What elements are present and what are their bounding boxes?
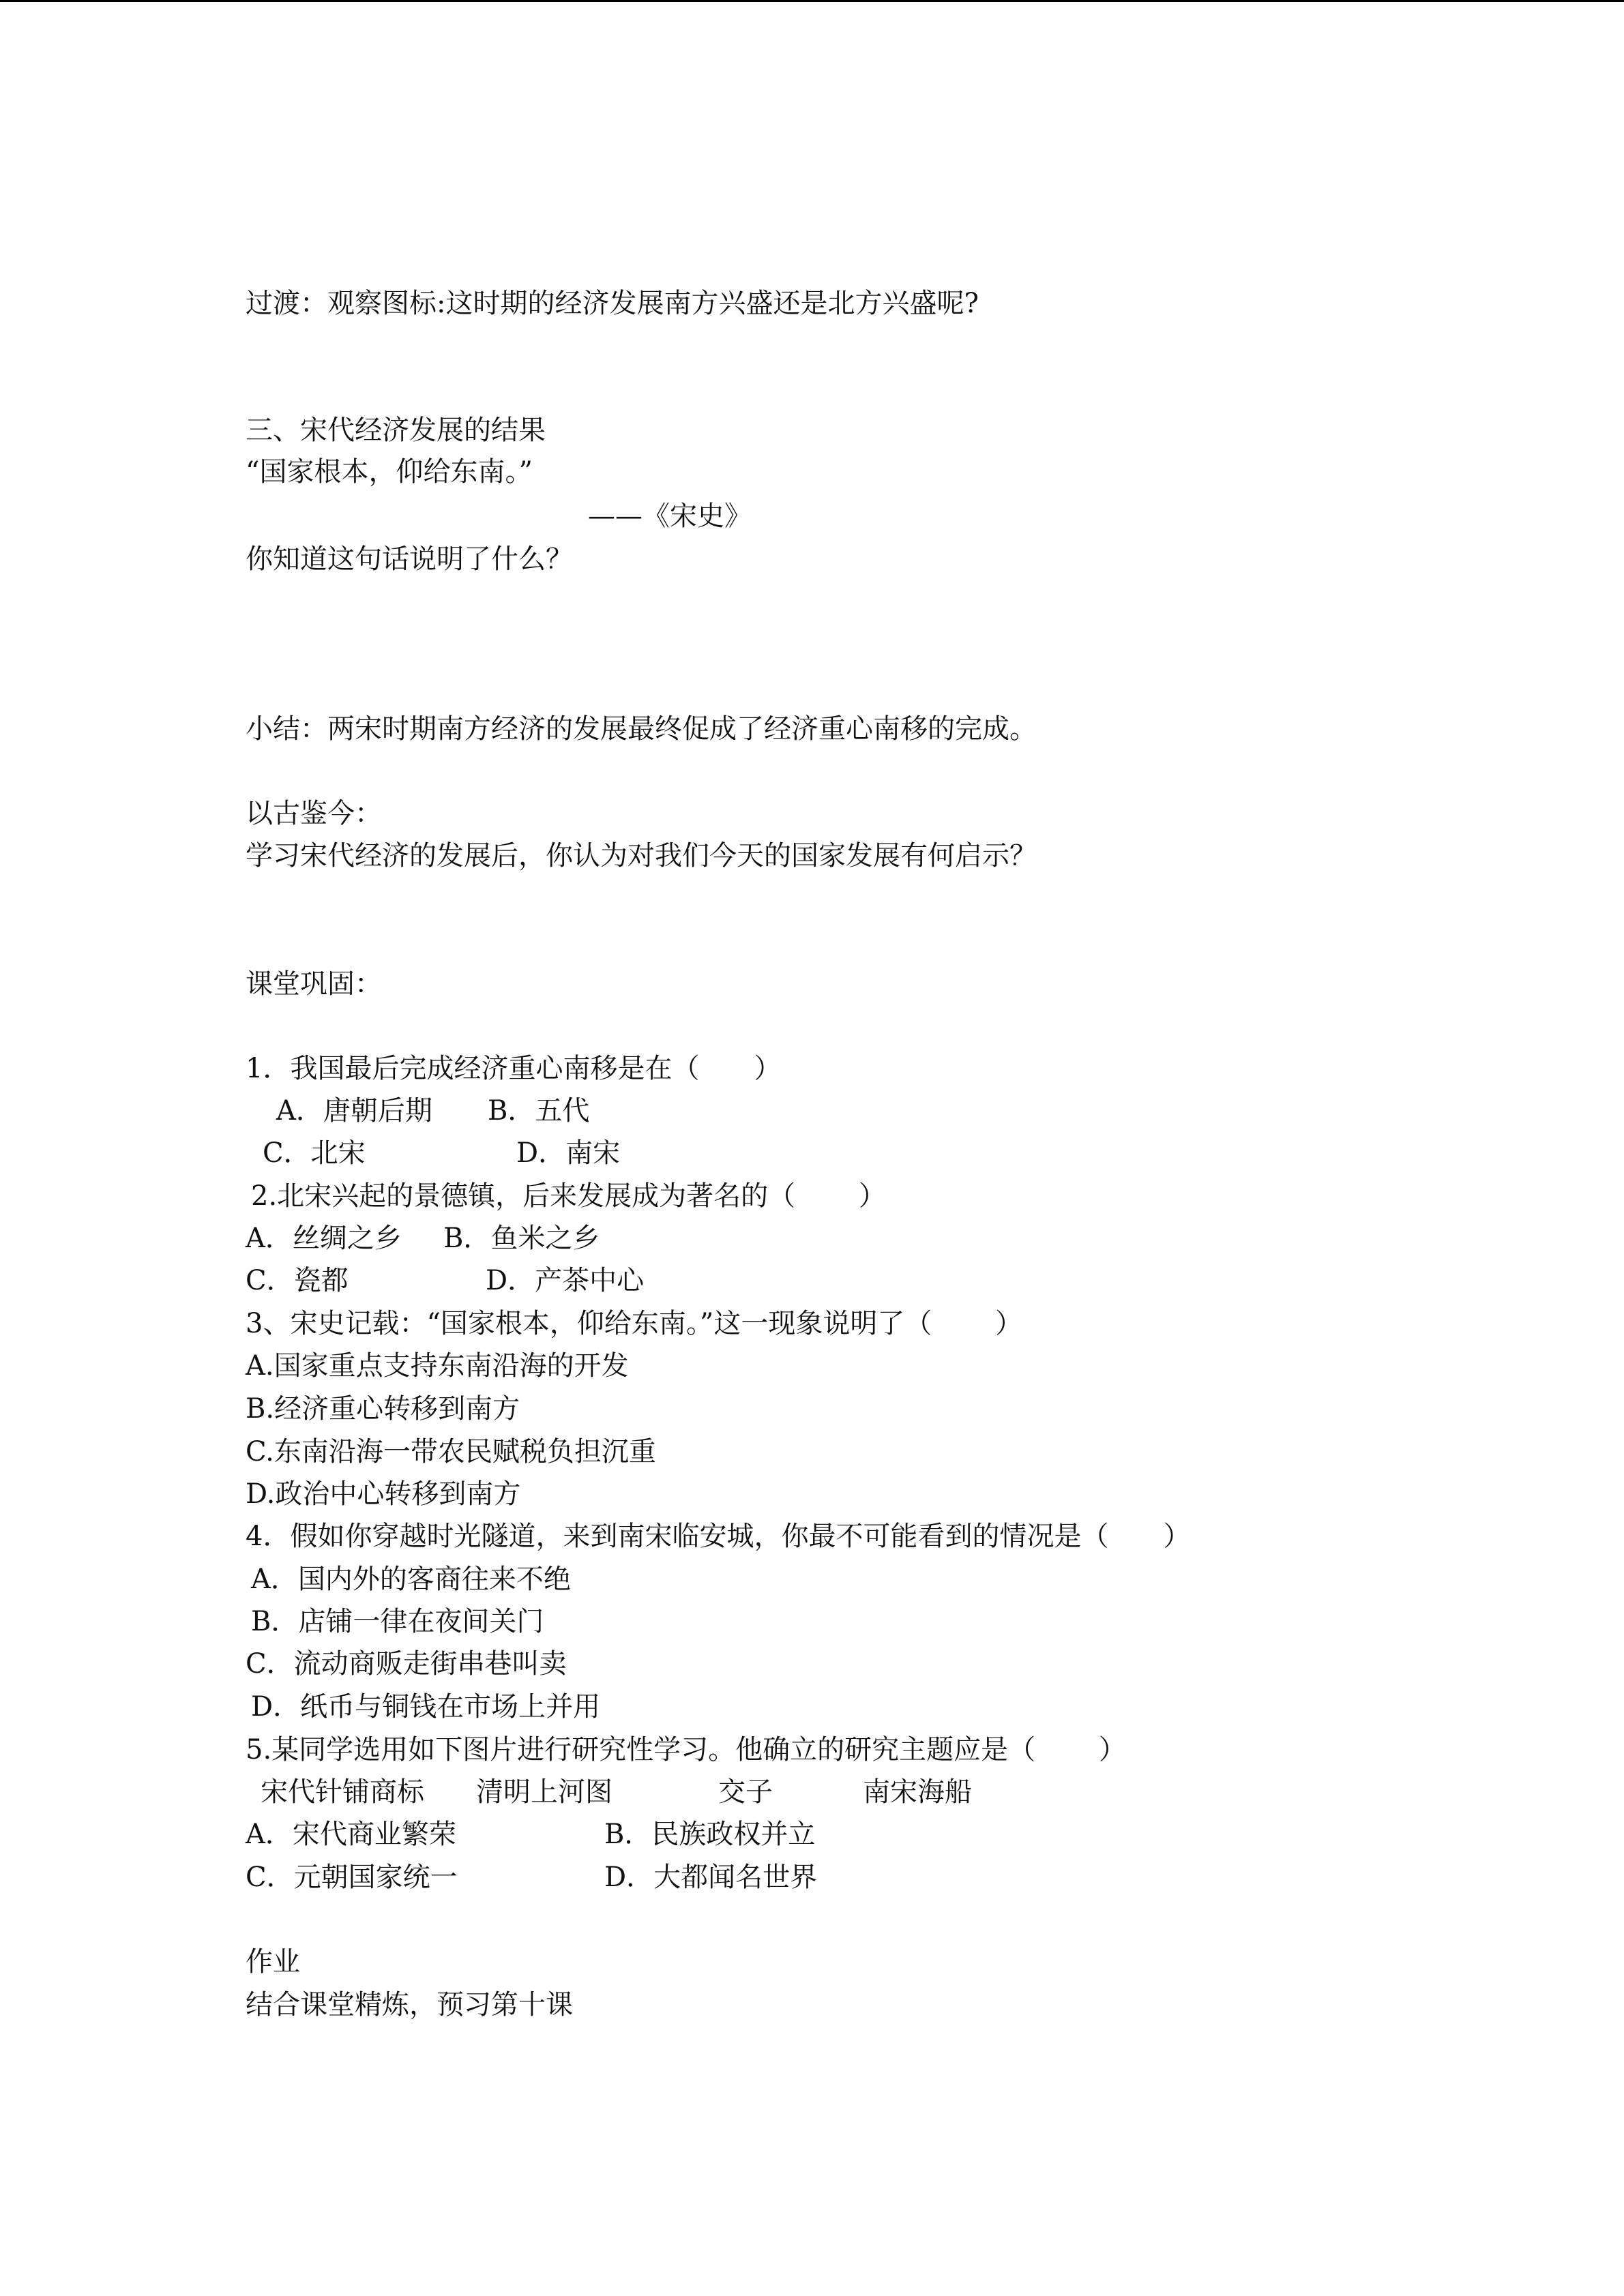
- q5-picture-label: 交子: [718, 1776, 773, 1808]
- practice-title: 课堂巩固：: [246, 968, 382, 1000]
- reflection-question: 学习宋代经济的发展后，你认为对我们今天的国家发展有何启示？: [246, 840, 1037, 871]
- q5-stem: 5.某同学选用如下图片进行研究性学习。他确立的研究主题应是（ ）: [246, 1734, 1126, 1765]
- q5-picture-label: 南宋海船: [863, 1776, 972, 1808]
- q1-option-b: B．五代: [488, 1095, 590, 1127]
- q2-option-b: B．鱼米之乡: [443, 1223, 600, 1254]
- reflection-title: 以古鉴今：: [246, 798, 382, 829]
- q4-option-c: C．流动商贩走街串巷叫卖: [246, 1648, 567, 1680]
- q2-option-a: A．丝绸之乡: [246, 1223, 402, 1254]
- homework-content: 结合课堂精炼，预习第十课: [246, 1989, 573, 2021]
- q1-option-c: C．北宋: [263, 1137, 366, 1169]
- q2-option-d: D．产茶中心: [486, 1265, 645, 1296]
- q1-option-a: A．唐朝后期: [276, 1095, 432, 1127]
- q1-option-d: D．南宋: [516, 1137, 621, 1169]
- homework-title: 作业: [246, 1946, 300, 1978]
- q3-option-d: D.政治中心转移到南方: [246, 1478, 521, 1510]
- q4-option-b: B．店铺一律在夜间关门: [251, 1606, 544, 1637]
- q4-option-d: D．纸币与铜钱在市场上并用: [251, 1691, 601, 1723]
- q5-option-b: B．民族政权并立: [604, 1819, 816, 1850]
- quote-question: 你知道这句话说明了什么？: [246, 543, 573, 575]
- section-heading: 三、宋代经济发展的结果: [246, 415, 546, 446]
- q4-stem: 4．假如你穿越时光隧道，来到南宋临安城，你最不可能看到的情况是（ ）: [246, 1521, 1191, 1552]
- q2-stem: 2.北宋兴起的景德镇，后来发展成为著名的（ ）: [251, 1180, 886, 1212]
- q5-option-a: A．宋代商业繁荣: [246, 1819, 456, 1850]
- q3-option-c: C.东南沿海一带农民赋税负担沉重: [246, 1436, 656, 1467]
- q3-option-b: B.经济重心转移到南方: [246, 1393, 520, 1425]
- q5-option-d: D．大都闻名世界: [604, 1862, 818, 1893]
- q3-option-a: A.国家重点支持东南沿海的开发: [246, 1350, 629, 1382]
- summary-text: 小结：两宋时期南方经济的发展最终促成了经济重心南移的完成。: [246, 713, 1037, 745]
- quote-text: “国家根本，仰给东南。”: [246, 456, 533, 488]
- q1-stem: 1．我国最后完成经济重心南移是在（ ）: [246, 1053, 782, 1084]
- q5-picture-label: 清明上河图: [476, 1776, 612, 1808]
- q5-option-c: C．元朝国家统一: [246, 1862, 458, 1893]
- top-border-line: [0, 0, 1624, 2]
- q5-picture-label: 宋代针铺商标: [261, 1776, 424, 1808]
- q3-stem: 3、宋史记载：“国家根本，仰给东南。”这一现象说明了（ ）: [246, 1308, 1023, 1339]
- transition-text: 过渡：观察图标:这时期的经济发展南方兴盛还是北方兴盛呢?: [246, 288, 979, 319]
- q2-option-c: C．瓷都: [246, 1265, 349, 1296]
- quote-source: ——《宋史》: [588, 501, 752, 532]
- q4-option-a: A．国内外的客商往来不绝: [251, 1564, 571, 1595]
